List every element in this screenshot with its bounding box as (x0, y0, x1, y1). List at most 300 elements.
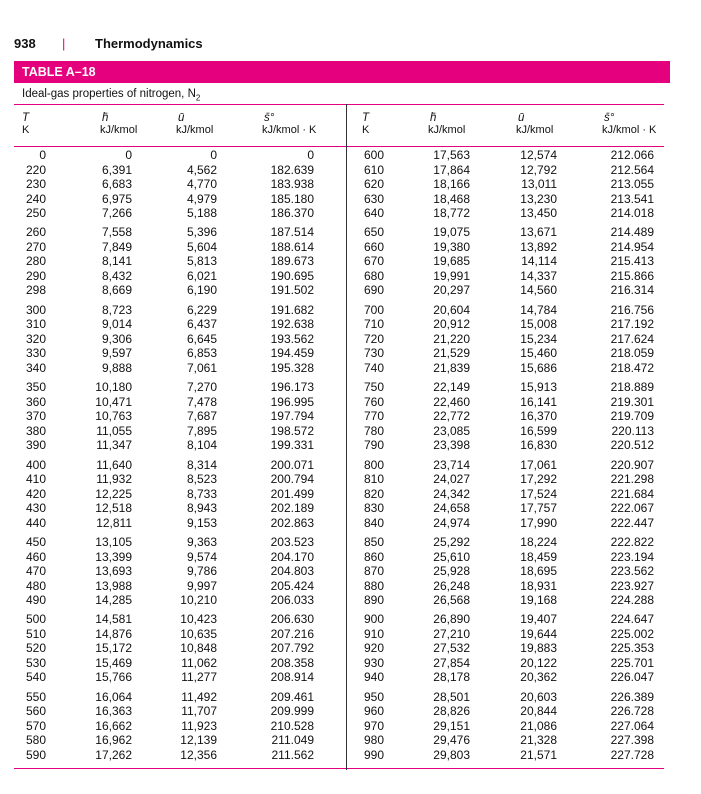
cell-left-temperature: 270 (25, 239, 46, 254)
cell-right-enthalpy: 27,532 (433, 641, 470, 656)
table-bottom-rule (14, 768, 664, 769)
cell-right-entropy: 224.647 (610, 612, 654, 627)
cell-left-temperature: 460 (25, 549, 46, 564)
cell-right-enthalpy: 19,991 (433, 268, 470, 283)
cell-right-entropy: 213.055 (610, 177, 654, 191)
cell-right-enthalpy: 18,468 (433, 191, 470, 206)
cell-right-enthalpy: 18,166 (433, 177, 470, 191)
cell-right-internal-energy: 20,362 (520, 670, 557, 685)
cell-right-temperature: 770 (363, 409, 384, 424)
cell-right-enthalpy: 26,248 (433, 578, 470, 593)
cell-right-enthalpy: 19,685 (433, 254, 470, 269)
cell-left-temperature: 440 (25, 515, 46, 530)
cell-right-internal-energy: 14,114 (521, 254, 557, 269)
cell-left-entropy: 209.999 (270, 704, 314, 719)
cell-right-internal-energy: 21,086 (520, 718, 557, 733)
cell-right-internal-energy: 15,686 (520, 360, 557, 375)
cell-right-entropy: 214.489 (610, 225, 654, 240)
cell-right-temperature: 720 (363, 331, 384, 346)
cell-right-temperature: 730 (363, 346, 384, 361)
cell-left-enthalpy: 6,391 (101, 162, 132, 177)
cell-right-internal-energy: 20,844 (520, 704, 557, 719)
header-t-symbol: T (22, 112, 30, 124)
cell-left-entropy: 208.914 (270, 670, 314, 685)
cell-right-temperature: 700 (363, 302, 384, 317)
cell-left-internal-energy: 6,190 (186, 283, 217, 298)
cell-right-entropy: 219.709 (610, 409, 654, 424)
cell-right-enthalpy: 19,380 (433, 239, 470, 254)
cell-right-temperature: 930 (363, 655, 384, 670)
cell-right-temperature: 640 (363, 206, 384, 220)
cell-right-internal-energy: 14,784 (520, 302, 557, 317)
cell-right-internal-energy: 21,571 (520, 747, 557, 762)
cell-right-temperature: 780 (363, 423, 384, 438)
cell-left-internal-energy: 4,770 (186, 177, 217, 191)
cell-right-enthalpy: 22,772 (433, 409, 470, 424)
cell-left-entropy: 187.514 (270, 225, 314, 240)
cell-left-internal-energy: 9,574 (186, 549, 217, 564)
header-s-unit: kJ/kmol · K (602, 124, 657, 136)
cell-right-entropy: 221.298 (610, 472, 654, 487)
cell-right-internal-energy: 17,061 (520, 457, 557, 472)
header-h-right (428, 112, 465, 136)
header-s-symbol: s̄° (604, 112, 615, 124)
cell-right-internal-energy: 17,524 (520, 486, 557, 501)
cell-left-entropy: 204.803 (270, 564, 314, 578)
cell-left-internal-energy: 10,210 (180, 593, 217, 607)
cell-left-internal-energy: 8,733 (186, 486, 217, 501)
cell-right-internal-energy: 19,883 (520, 641, 557, 656)
cell-right-enthalpy: 17,563 (433, 148, 470, 162)
header-separator: | (62, 36, 66, 51)
cell-left-internal-energy: 11,062 (181, 655, 217, 670)
cell-right-temperature: 760 (363, 394, 384, 409)
cell-left-internal-energy: 7,687 (186, 409, 217, 424)
cell-left-entropy: 196.995 (270, 394, 314, 409)
cell-right-temperature: 800 (363, 457, 384, 472)
cell-left-temperature: 340 (25, 360, 46, 375)
cell-right-temperature: 850 (363, 535, 384, 549)
cell-right-entropy: 227.398 (610, 733, 654, 748)
cell-right-internal-energy: 12,792 (520, 162, 557, 177)
cell-left-enthalpy: 14,581 (95, 612, 132, 627)
cell-left-entropy: 198.572 (270, 423, 314, 438)
cell-left-internal-energy: 10,423 (180, 612, 217, 627)
cell-left-temperature: 370 (25, 409, 46, 424)
cell-left-internal-energy: 8,523 (186, 472, 217, 487)
cell-right-entropy: 221.684 (610, 486, 654, 501)
cell-right-internal-energy: 17,292 (520, 472, 557, 487)
cell-left-temperature: 390 (25, 438, 46, 453)
cell-right-internal-energy: 19,407 (520, 612, 557, 627)
header-s-right (602, 112, 656, 136)
cell-left-enthalpy: 11,932 (96, 472, 132, 487)
cell-right-temperature: 670 (363, 254, 384, 269)
cell-left-temperature: 350 (25, 380, 46, 395)
cell-right-enthalpy: 28,178 (433, 670, 470, 685)
cell-right-entropy: 212.066 (610, 148, 654, 162)
cell-right-enthalpy: 24,974 (433, 515, 470, 530)
cell-left-enthalpy: 7,558 (101, 225, 132, 240)
cell-left-enthalpy: 7,849 (101, 239, 132, 254)
cell-right-internal-energy: 18,695 (520, 564, 557, 578)
cell-left-internal-energy: 9,786 (186, 564, 217, 578)
cell-left-temperature: 230 (25, 177, 46, 191)
cell-right-entropy: 223.927 (610, 578, 654, 593)
cell-left-temperature: 580 (25, 733, 46, 748)
cell-right-enthalpy: 17,864 (433, 162, 470, 177)
cell-right-internal-energy: 13,892 (520, 239, 557, 254)
cell-left-entropy: 206.630 (270, 612, 314, 627)
cell-right-enthalpy: 23,714 (433, 457, 470, 472)
cell-left-temperature: 290 (25, 268, 46, 283)
cell-right-internal-energy: 13,671 (520, 225, 557, 240)
cell-right-entropy: 223.562 (610, 564, 654, 578)
cell-left-temperature: 380 (25, 423, 46, 438)
cell-right-temperature: 810 (363, 472, 384, 487)
cell-left-temperature: 260 (25, 225, 46, 240)
cell-left-enthalpy: 9,597 (101, 346, 132, 361)
cell-left-entropy: 206.033 (270, 593, 314, 607)
cell-left-temperature: 450 (25, 535, 46, 549)
cell-right-entropy: 214.954 (610, 239, 654, 254)
cell-right-temperature: 900 (363, 612, 384, 627)
cell-left-entropy: 200.794 (270, 472, 314, 487)
cell-left-temperature: 570 (25, 718, 46, 733)
cell-left-entropy: 210.528 (270, 718, 314, 733)
cell-left-enthalpy: 16,363 (95, 704, 132, 719)
table-label-banner (14, 61, 670, 83)
cell-right-temperature: 970 (363, 718, 384, 733)
cell-left-enthalpy: 12,518 (95, 501, 132, 516)
cell-left-enthalpy: 13,105 (95, 535, 132, 549)
cell-right-internal-energy: 16,141 (520, 394, 557, 409)
cell-left-internal-energy: 0 (210, 148, 217, 162)
cell-left-internal-energy: 11,707 (181, 704, 217, 719)
cell-left-enthalpy: 16,064 (95, 689, 132, 704)
caption-text: Ideal-gas properties of nitrogen, N (22, 88, 196, 100)
cell-right-entropy: 220.512 (610, 438, 654, 453)
cell-left-internal-energy: 5,813 (186, 254, 217, 269)
cell-left-internal-energy: 7,895 (186, 423, 217, 438)
cell-right-entropy: 218.472 (610, 360, 654, 375)
cell-left-temperature: 298 (25, 283, 46, 298)
cell-left-internal-energy: 9,363 (186, 535, 217, 549)
cell-left-temperature: 430 (25, 501, 46, 516)
cell-left-internal-energy: 4,979 (186, 191, 217, 206)
cell-right-enthalpy: 20,297 (433, 283, 470, 298)
cell-right-temperature: 880 (363, 578, 384, 593)
cell-right-entropy: 227.064 (610, 718, 654, 733)
cell-right-internal-energy: 14,337 (520, 268, 557, 283)
cell-left-temperature: 250 (25, 206, 46, 220)
cell-right-entropy: 215.413 (610, 254, 654, 269)
cell-left-temperature: 330 (25, 346, 46, 361)
cell-right-enthalpy: 22,460 (433, 394, 470, 409)
cell-left-internal-energy: 8,104 (186, 438, 217, 453)
cell-left-enthalpy: 8,669 (101, 283, 132, 298)
cell-left-entropy: 193.562 (270, 331, 314, 346)
cell-right-enthalpy: 22,149 (433, 380, 470, 395)
cell-left-enthalpy: 9,888 (101, 360, 132, 375)
cell-right-internal-energy: 13,230 (520, 191, 557, 206)
cell-right-enthalpy: 26,568 (433, 593, 470, 607)
cell-left-entropy: 202.189 (270, 501, 314, 516)
cell-left-temperature: 320 (25, 331, 46, 346)
cell-right-enthalpy: 21,839 (433, 360, 470, 375)
cell-right-entropy: 224.288 (610, 593, 654, 607)
cell-left-temperature: 410 (25, 472, 46, 487)
cell-right-temperature: 680 (363, 268, 384, 283)
cell-right-entropy: 226.728 (610, 704, 654, 719)
cell-left-enthalpy: 8,141 (101, 254, 132, 269)
cell-right-internal-energy: 18,459 (520, 549, 557, 564)
cell-left-temperature: 480 (25, 578, 46, 593)
cell-right-internal-energy: 17,757 (520, 501, 557, 516)
cell-right-entropy: 219.301 (610, 394, 654, 409)
cell-right-entropy: 216.314 (610, 283, 654, 298)
cell-left-enthalpy: 12,225 (95, 486, 132, 501)
cell-right-internal-energy: 15,460 (520, 346, 557, 361)
page-number: 938 (14, 36, 36, 51)
cell-left-entropy: 195.328 (270, 360, 314, 375)
cell-left-enthalpy: 11,055 (96, 423, 132, 438)
cell-left-internal-energy: 5,604 (186, 239, 217, 254)
cell-left-internal-energy: 8,943 (186, 501, 217, 516)
cell-right-internal-energy: 13,011 (521, 177, 557, 191)
cell-left-entropy: 211.049 (271, 733, 314, 748)
cell-left-internal-energy: 10,635 (180, 626, 217, 641)
cell-right-entropy: 225.353 (610, 641, 654, 656)
cell-right-entropy: 214.018 (610, 206, 654, 220)
cell-left-temperature: 280 (25, 254, 46, 269)
cell-left-internal-energy: 5,188 (186, 206, 217, 220)
cell-left-temperature: 220 (25, 162, 46, 177)
cell-left-entropy: 205.424 (270, 578, 314, 593)
cell-left-internal-energy: 11,277 (181, 670, 217, 685)
cell-left-enthalpy: 7,266 (101, 206, 132, 220)
cell-left-entropy: 190.695 (270, 268, 314, 283)
cell-right-enthalpy: 20,604 (433, 302, 470, 317)
cell-right-enthalpy: 27,854 (433, 655, 470, 670)
cell-left-entropy: 211.562 (271, 747, 314, 762)
cell-left-enthalpy: 11,640 (96, 457, 132, 472)
cell-right-temperature: 610 (363, 162, 384, 177)
cell-left-internal-energy: 7,478 (186, 394, 217, 409)
cell-left-internal-energy: 6,437 (186, 317, 217, 332)
cell-right-entropy: 225.002 (610, 626, 654, 641)
cell-left-entropy: 191.502 (270, 283, 314, 298)
cell-left-temperature: 240 (25, 191, 46, 206)
cell-right-internal-energy: 16,599 (520, 423, 557, 438)
cell-left-entropy: 207.216 (270, 626, 314, 641)
cell-right-enthalpy: 21,529 (433, 346, 470, 361)
cell-right-entropy: 222.067 (610, 501, 654, 516)
cell-left-enthalpy: 15,766 (95, 670, 132, 685)
cell-right-internal-energy: 17,990 (520, 515, 557, 530)
cell-left-internal-energy: 8,314 (186, 457, 217, 472)
cell-left-entropy: 203.523 (270, 535, 314, 549)
cell-right-enthalpy: 24,658 (433, 501, 470, 516)
cell-left-enthalpy: 11,347 (96, 438, 132, 453)
cell-left-internal-energy: 7,270 (186, 380, 217, 395)
cell-right-entropy: 218.889 (610, 380, 654, 395)
cell-left-temperature: 590 (25, 747, 46, 762)
header-u-symbol: ū (518, 112, 525, 124)
cell-right-enthalpy: 25,292 (433, 535, 470, 549)
cell-right-temperature: 830 (363, 501, 384, 516)
cell-right-internal-energy: 19,168 (520, 593, 557, 607)
cell-left-entropy: 196.173 (270, 380, 314, 395)
cell-left-enthalpy: 16,662 (95, 718, 132, 733)
cell-right-temperature: 660 (363, 239, 384, 254)
cell-left-entropy: 0 (307, 148, 314, 162)
cell-right-enthalpy: 23,085 (433, 423, 470, 438)
cell-right-temperature: 920 (363, 641, 384, 656)
header-t-unit: K (22, 124, 30, 136)
cell-left-entropy: 201.499 (270, 486, 314, 501)
cell-right-enthalpy: 23,398 (433, 438, 470, 453)
cell-left-enthalpy: 14,876 (95, 626, 132, 641)
cell-left-temperature: 560 (25, 704, 46, 719)
cell-right-entropy: 212.564 (610, 162, 654, 177)
cell-left-entropy: 189.673 (270, 254, 314, 269)
cell-right-internal-energy: 21,328 (520, 733, 557, 748)
cell-right-entropy: 217.624 (610, 331, 654, 346)
cell-right-enthalpy: 18,772 (433, 206, 470, 220)
cell-left-enthalpy: 9,306 (101, 331, 132, 346)
header-u-unit: kJ/kmol (516, 124, 554, 136)
cell-right-entropy: 220.907 (610, 457, 654, 472)
cell-right-internal-energy: 20,122 (520, 655, 557, 670)
running-title: Thermodynamics (95, 36, 203, 51)
cell-left-internal-energy: 9,153 (186, 515, 217, 530)
cell-left-internal-energy: 11,492 (181, 689, 217, 704)
cell-right-temperature: 940 (363, 670, 384, 685)
cell-right-temperature: 910 (363, 626, 384, 641)
cell-left-temperature: 540 (25, 670, 46, 685)
cell-right-enthalpy: 29,476 (433, 733, 470, 748)
cell-left-temperature: 520 (25, 641, 46, 656)
cell-left-enthalpy: 13,693 (95, 564, 132, 578)
cell-left-temperature: 400 (25, 457, 46, 472)
cell-left-entropy: 204.170 (270, 549, 314, 564)
cell-right-internal-energy: 20,603 (520, 689, 557, 704)
cell-left-internal-energy: 6,853 (186, 346, 217, 361)
header-u-unit: kJ/kmol (176, 124, 214, 136)
cell-left-entropy: 202.863 (270, 515, 314, 530)
cell-left-enthalpy: 6,683 (101, 177, 132, 191)
column-divider (346, 104, 347, 770)
cell-left-internal-energy: 6,021 (186, 268, 217, 283)
cell-left-entropy: 207.792 (270, 641, 314, 656)
cell-left-temperature: 0 (39, 148, 46, 162)
header-h-symbol: h̄ (430, 112, 437, 124)
header-t-left (22, 112, 29, 136)
cell-left-enthalpy: 6,975 (101, 191, 132, 206)
cell-left-internal-energy: 9,997 (186, 578, 217, 593)
cell-left-internal-energy: 7,061 (186, 360, 217, 375)
cell-left-entropy: 182.639 (270, 162, 314, 177)
cell-left-enthalpy: 15,172 (95, 641, 132, 656)
cell-right-enthalpy: 29,151 (433, 718, 470, 733)
cell-left-internal-energy: 4,562 (186, 162, 217, 177)
cell-left-enthalpy: 15,469 (95, 655, 132, 670)
cell-left-enthalpy: 10,180 (95, 380, 132, 395)
cell-left-entropy: 191.682 (270, 302, 314, 317)
cell-right-enthalpy: 25,610 (433, 549, 470, 564)
cell-right-enthalpy: 29,803 (433, 747, 470, 762)
header-t-symbol: T (362, 112, 370, 124)
cell-left-temperature: 470 (25, 564, 46, 578)
header-t-unit: K (362, 124, 370, 136)
table-label: TABLE A–18 (22, 65, 96, 79)
cell-left-enthalpy: 8,432 (101, 268, 132, 283)
cell-left-internal-energy: 6,645 (186, 331, 217, 346)
cell-left-entropy: 185.180 (270, 191, 314, 206)
cell-right-enthalpy: 24,342 (433, 486, 470, 501)
header-s-unit: kJ/kmol · K (262, 124, 317, 136)
cell-right-enthalpy: 21,220 (433, 331, 470, 346)
cell-left-temperature: 510 (25, 626, 46, 641)
cell-right-enthalpy: 26,890 (433, 612, 470, 627)
cell-left-entropy: 197.794 (270, 409, 314, 424)
cell-left-temperature: 490 (25, 593, 46, 607)
cell-right-temperature: 960 (363, 704, 384, 719)
cell-left-enthalpy: 13,988 (95, 578, 132, 593)
cell-left-temperature: 420 (25, 486, 46, 501)
cell-right-temperature: 820 (363, 486, 384, 501)
cell-right-entropy: 225.701 (610, 655, 654, 670)
cell-left-enthalpy: 13,399 (95, 549, 132, 564)
cell-right-internal-energy: 13,450 (520, 206, 557, 220)
cell-right-enthalpy: 25,928 (433, 564, 470, 578)
header-h-unit: kJ/kmol (100, 124, 138, 136)
cell-right-temperature: 950 (363, 689, 384, 704)
cell-right-temperature: 690 (363, 283, 384, 298)
cell-right-entropy: 220.113 (611, 423, 654, 438)
cell-left-temperature: 360 (25, 394, 46, 409)
cell-left-enthalpy: 10,763 (95, 409, 132, 424)
cell-left-internal-energy: 5,396 (186, 225, 217, 240)
cell-left-entropy: 192.638 (270, 317, 314, 332)
header-h-unit: kJ/kmol (428, 124, 466, 136)
cell-right-enthalpy: 24,027 (433, 472, 470, 487)
cell-right-internal-energy: 14,560 (520, 283, 557, 298)
cell-right-temperature: 860 (363, 549, 384, 564)
header-s-symbol: s̄° (264, 112, 275, 124)
cell-right-temperature: 620 (363, 177, 384, 191)
cell-left-enthalpy: 12,811 (96, 515, 132, 530)
cell-left-enthalpy: 17,262 (95, 747, 132, 762)
cell-left-entropy: 186.370 (270, 206, 314, 220)
cell-left-temperature: 300 (25, 302, 46, 317)
cell-left-temperature: 500 (25, 612, 46, 627)
header-h-left (100, 112, 137, 136)
cell-right-temperature: 600 (363, 148, 384, 162)
cell-right-entropy: 216.756 (610, 302, 654, 317)
header-u-symbol: ū (178, 112, 185, 124)
cell-right-entropy: 218.059 (610, 346, 654, 361)
cell-right-temperature: 890 (363, 593, 384, 607)
cell-right-entropy: 217.192 (610, 317, 654, 332)
cell-right-internal-energy: 16,370 (520, 409, 557, 424)
cell-right-temperature: 840 (363, 515, 384, 530)
header-s-left (262, 112, 316, 136)
cell-right-enthalpy: 28,826 (433, 704, 470, 719)
cell-left-entropy: 183.938 (270, 177, 314, 191)
header-u-left (176, 112, 213, 136)
